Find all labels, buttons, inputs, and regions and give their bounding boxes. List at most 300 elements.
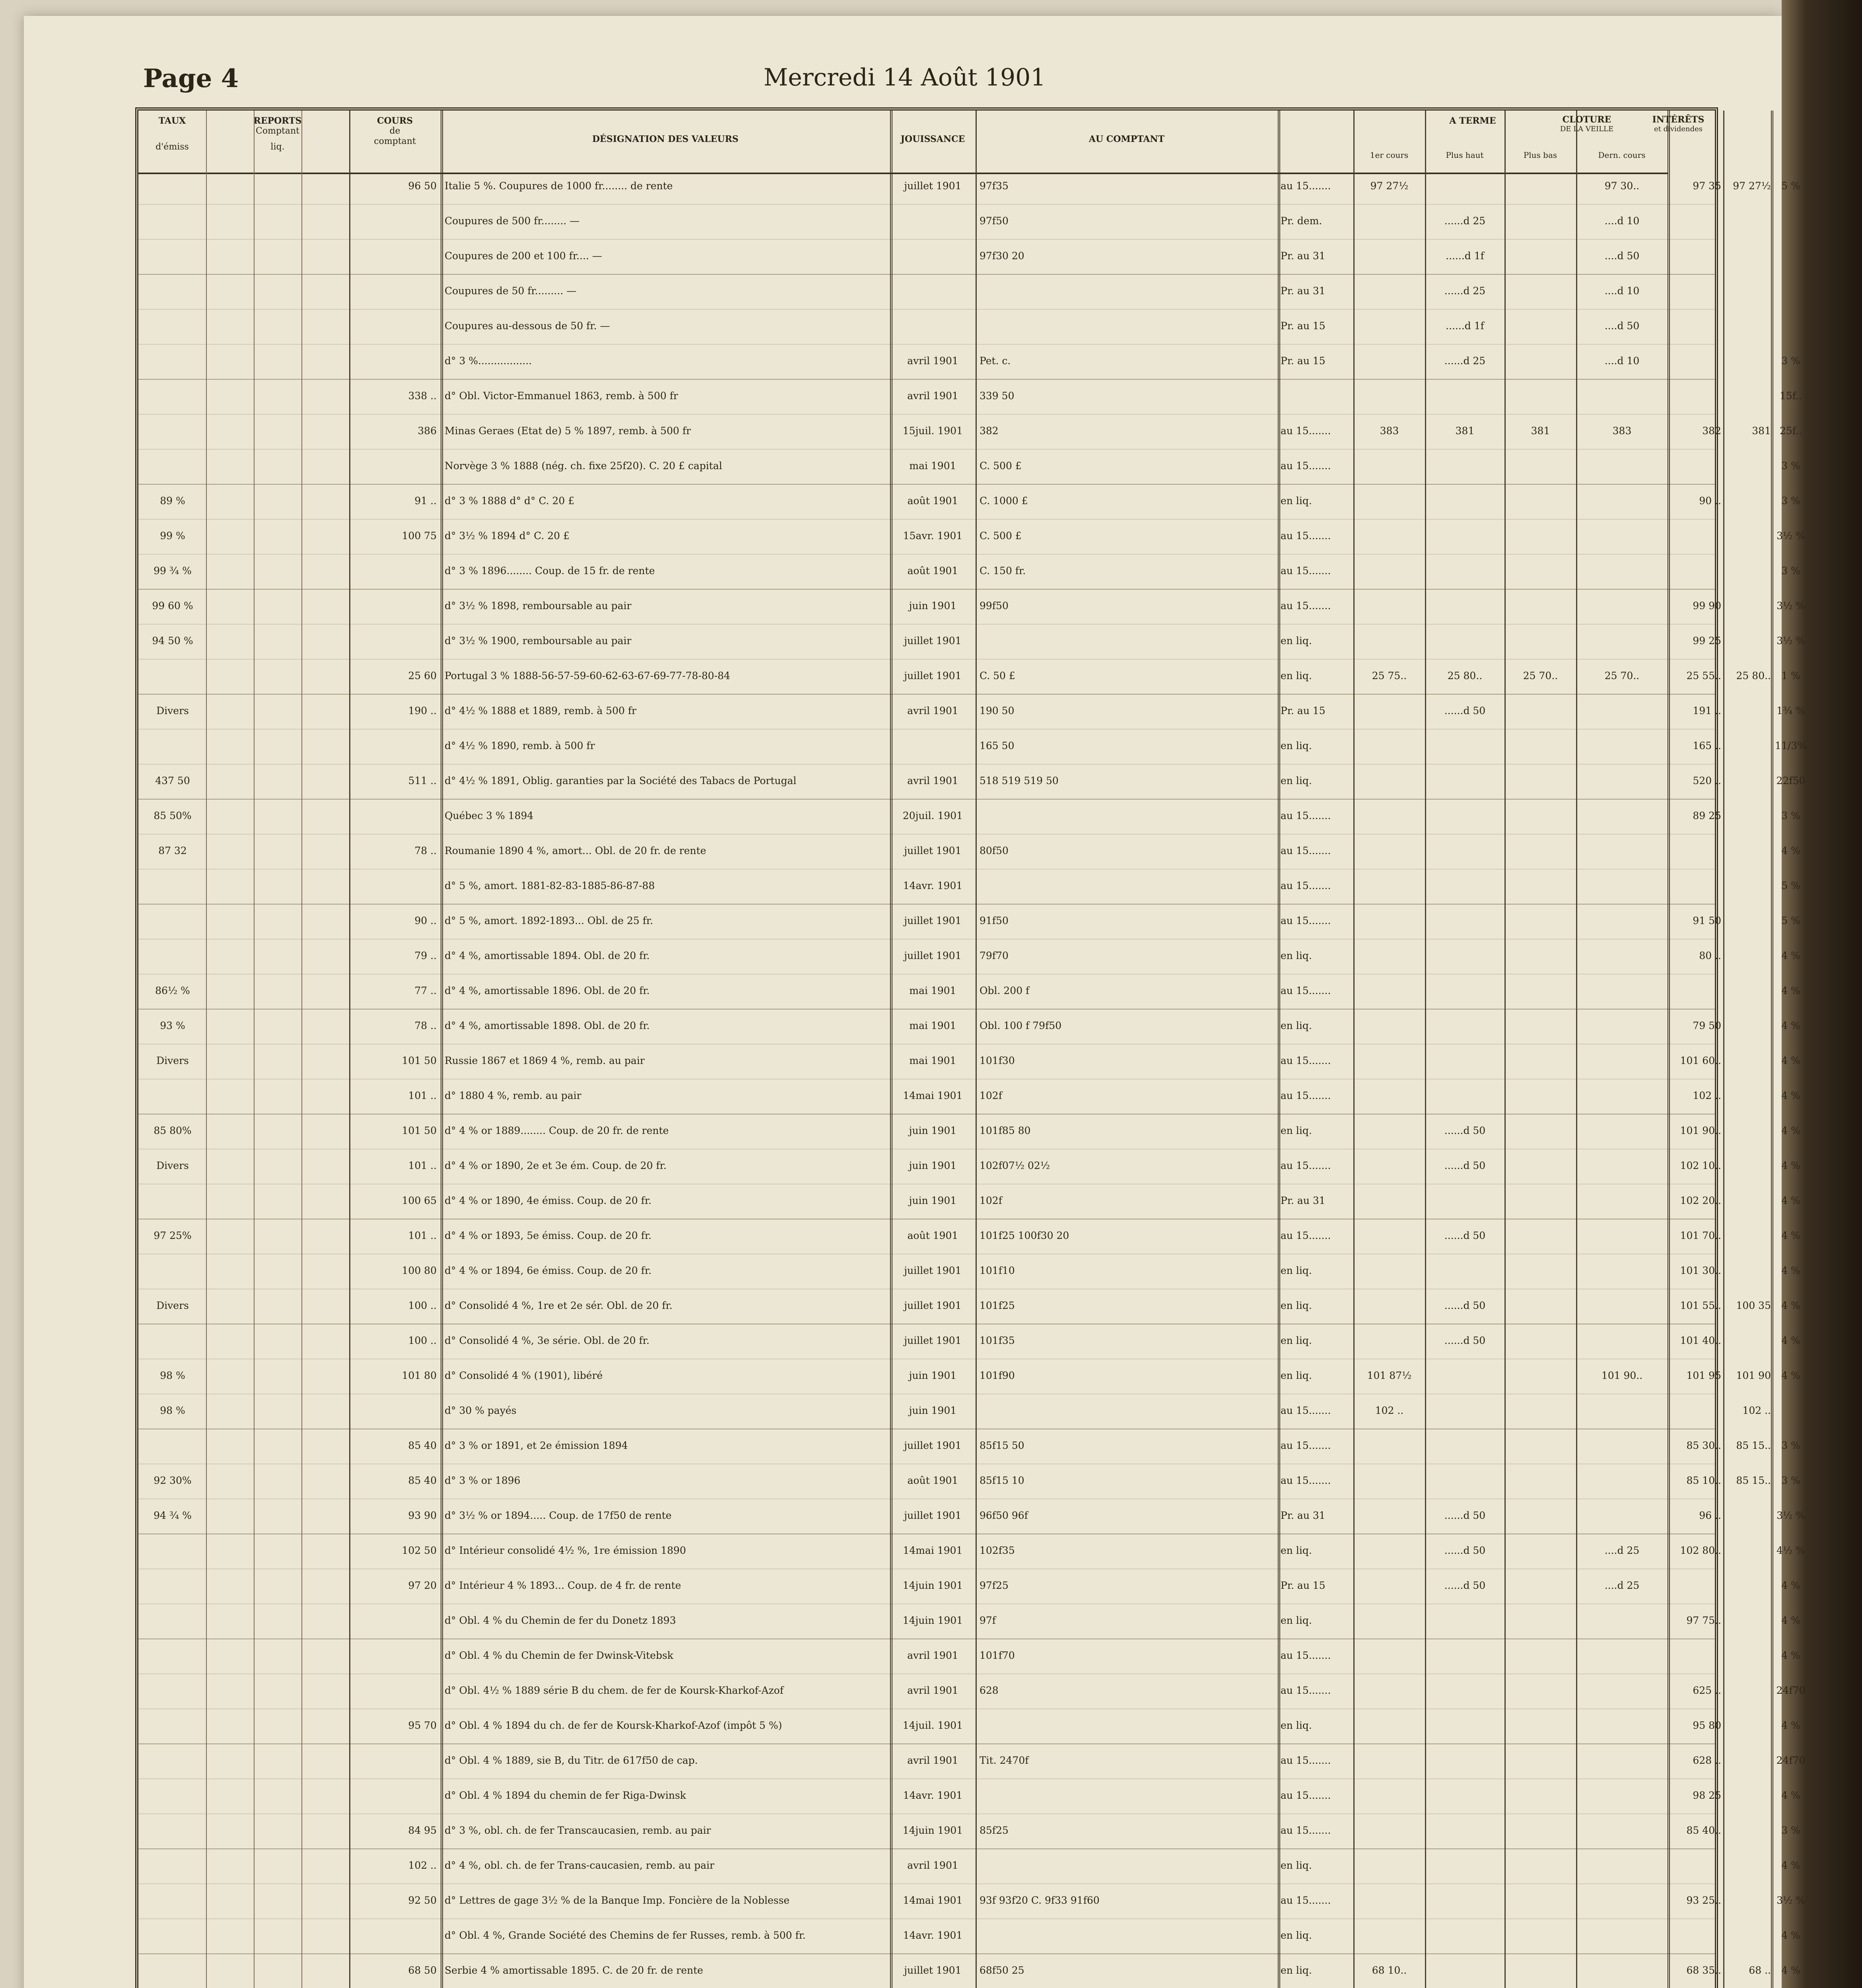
cell-cours: 511 .. (408, 775, 437, 786)
cell-int1: 4 % (1781, 1615, 1800, 1626)
cell-int1: 1 % (1781, 670, 1800, 681)
cell-jouissance: 14avr. 1901 (903, 1930, 963, 1941)
cell-int1: 3 % (1781, 1825, 1800, 1836)
cell-terme-type: en liq. (1281, 1300, 1312, 1311)
cell-cours: 85 40 (408, 1440, 437, 1451)
cell-designation: Italie 5 %. Coupures de 1000 fr........ de rente (445, 180, 673, 192)
cell-comptant: 102f07½ 02½ (980, 1160, 1050, 1171)
cell-jouissance: juin 1901 (909, 1195, 957, 1206)
cell-compt: 102 20.. (1680, 1195, 1721, 1206)
cell-compt: 90 .. (1699, 495, 1721, 507)
cell-cours: 92 50 (408, 1895, 437, 1906)
cell-terme: 25 80.. (1736, 670, 1771, 681)
cell-dernier: 97 30.. (1604, 180, 1640, 192)
row-separator (138, 904, 1715, 905)
cell-int1: 4 % (1781, 1230, 1800, 1241)
cell-designation: Norvège 3 % 1888 (nég. ch. fixe 25f20). C. 20 £ capital (445, 460, 722, 472)
cell-terme-type: au 15....... (1281, 1440, 1331, 1451)
cell-int1: 4 % (1781, 950, 1800, 961)
cell-terme: 85 15.. (1736, 1440, 1771, 1451)
cell-designation: d° 3½ % 1898, remboursable au pair (445, 600, 632, 612)
column-divider (1771, 111, 1773, 1988)
cours-sub2: comptant (374, 136, 416, 146)
col-au-comptant (976, 111, 1278, 174)
cell-designation: d° 4 % or 1890, 2e et 3e ém. Coup. de 20 fr. (445, 1160, 667, 1171)
page-date: Mercredi 14 Août 1901 (764, 64, 1046, 91)
cell-int1: 5 % (1781, 915, 1800, 926)
cell-compt: 628 .. (1693, 1755, 1721, 1766)
cell-designation: d° 4½ % 1888 et 1889, remb. à 500 fr (445, 705, 637, 716)
column-divider (1576, 111, 1577, 1988)
cell-designation: d° 4½ % 1891, Oblig. garanties par la Société des Tabacs de Portugal (445, 775, 797, 786)
cell-compt: 96 .. (1699, 1510, 1721, 1521)
column-divider (1723, 111, 1724, 1988)
cell-jouissance: juin 1901 (909, 1370, 957, 1381)
cell-designation: d° 4 % or 1890, 4e émiss. Coup. de 20 fr. (445, 1195, 652, 1206)
cell-jouissance: avril 1901 (907, 705, 958, 716)
cell-designation: Coupures au-dessous de 50 fr. — (445, 320, 610, 332)
column-divider (1425, 111, 1426, 1988)
cell-jouissance: avril 1901 (907, 1755, 958, 1766)
cell-terme-type: Pr. au 15 (1281, 1580, 1326, 1591)
cell-int1: 3 % (1781, 565, 1800, 577)
cloture-block-header (1535, 115, 1638, 133)
row-separator (138, 1883, 1715, 1884)
cell-comptant: 102f (980, 1090, 1002, 1101)
cell-jouissance: 14mai 1901 (903, 1545, 963, 1556)
cell-comptant: 93f 93f20 C. 9f33 91f60 (980, 1895, 1100, 1906)
cell-dernier: ....d 10 (1604, 215, 1640, 227)
cell-terme-type: au 15....... (1281, 1825, 1331, 1836)
cell-compt: 101 55.. (1680, 1300, 1721, 1311)
cell-compt: 85 30.. (1686, 1440, 1721, 1451)
row-separator (138, 974, 1715, 975)
cell-premier: 97 27½ (1370, 180, 1409, 192)
cell-int1: 3 % (1781, 495, 1800, 507)
cell-jouissance: avril 1901 (907, 775, 958, 786)
cell-jouissance: avril 1901 (907, 355, 958, 367)
cell-cours: 93 90 (408, 1510, 437, 1521)
cell-cours: 100 80 (402, 1265, 437, 1276)
row-separator (138, 1673, 1715, 1674)
cell-compt: 382 (1702, 425, 1721, 437)
cell-comptant: 85f15 50 (980, 1440, 1024, 1451)
cell-jouissance: juillet 1901 (904, 1300, 962, 1311)
cell-comptant: C. 1000 £ (980, 495, 1028, 507)
row-separator (138, 484, 1715, 485)
cell-jouissance: juillet 1901 (904, 1335, 962, 1346)
cell-terme: 102 .. (1742, 1405, 1771, 1416)
cours-header: COURS (377, 116, 413, 126)
cell-terme-type: Pr. au 15 (1281, 705, 1326, 716)
cell-int1: 3½ % (1776, 635, 1805, 646)
cell-cours: 101 .. (408, 1090, 437, 1101)
column-divider (441, 111, 443, 1988)
cell-haut: ......d 25 (1444, 355, 1486, 367)
jouissance-header: JOUISSANCE (900, 134, 965, 144)
cell-int1: 24f70 (1776, 1685, 1806, 1696)
cell-designation: d° Obl. Victor-Emmanuel 1863, remb. à 500 fr (445, 390, 678, 402)
cell-int1: 4 % (1781, 1055, 1800, 1066)
cell-terme-type: Pr. au 31 (1281, 1510, 1326, 1521)
cell-comptant: 97f35 (980, 180, 1009, 192)
cell-jouissance: juin 1901 (909, 1125, 957, 1136)
cell-comptant: 97f (980, 1615, 996, 1626)
cell-terme-type: au 15....... (1281, 425, 1331, 437)
cell-haut: ......d 50 (1444, 1545, 1486, 1556)
cell-int1: 3 % (1781, 355, 1800, 367)
cell-designation: d° 4 %, obl. ch. de fer Trans-caucasien, remb. au pair (445, 1860, 715, 1871)
cell-comptant: Obl. 100 f 79f50 (980, 1020, 1062, 1031)
cell-comptant: 101f25 (980, 1300, 1015, 1311)
cell-premier: 383 (1380, 425, 1399, 437)
cell-int1: 1¾ % (1776, 705, 1805, 716)
row-separator (138, 1848, 1715, 1849)
cell-terme-type: au 15....... (1281, 1230, 1331, 1241)
cell-designation: d° Obl. 4 % du Chemin de fer du Donetz 1893 (445, 1615, 676, 1626)
row-separator (138, 1953, 1715, 1954)
cell-compt: 101 60.. (1680, 1055, 1721, 1066)
cell-haut: ......d 50 (1444, 1125, 1486, 1136)
taux-sub: d'émiss (155, 142, 189, 152)
cell-premier: 25 75.. (1372, 670, 1407, 681)
cell-terme-type: en liq. (1281, 1965, 1312, 1976)
cell-taux: 87 32 (158, 845, 187, 856)
col-designation (441, 111, 890, 174)
cell-cours: 100 65 (402, 1195, 437, 1206)
cell-dernier: 25 70.. (1604, 670, 1640, 681)
cell-comptant: 68f50 25 (980, 1965, 1024, 1976)
row-separator (138, 204, 1715, 205)
cell-int1: 25f.. (1779, 425, 1802, 437)
cell-haut: ......d 25 (1444, 215, 1486, 227)
cell-comptant: 101f25 100f30 20 (980, 1230, 1069, 1241)
row-separator (138, 659, 1715, 660)
cell-jouissance: 14juil. 1901 (902, 1720, 963, 1731)
cell-int1: 3 % (1781, 1440, 1800, 1451)
cell-jouissance: avril 1901 (907, 1860, 958, 1871)
cell-jouissance: juin 1901 (909, 1405, 957, 1416)
cell-haut: ......d 50 (1444, 1510, 1486, 1521)
cell-compt: 93 25.. (1686, 1895, 1721, 1906)
cell-taux: 92 30% (154, 1475, 192, 1486)
cell-terme-type: au 15....... (1281, 460, 1331, 472)
cell-taux: 99 ¾ % (154, 565, 192, 577)
cell-compt: 95 80 (1693, 1720, 1721, 1731)
cell-designation: d° 3½ % or 1894..... Coup. de 17f50 de rente (445, 1510, 672, 1521)
cell-terme: 101 90 (1736, 1370, 1771, 1381)
cell-int1: 4 % (1781, 1195, 1800, 1206)
cell-cours: 96 50 (408, 180, 437, 192)
row-separator (138, 449, 1715, 450)
cell-terme-type: en liq. (1281, 1545, 1312, 1556)
cell-jouissance: juin 1901 (909, 1160, 957, 1171)
row-separator (138, 1743, 1715, 1744)
cell-terme-type: au 15....... (1281, 1895, 1331, 1906)
cell-jouissance: mai 1901 (909, 985, 956, 996)
cell-compt: 520 .. (1693, 775, 1721, 786)
cell-compt: 89 25 (1693, 810, 1721, 821)
cell-terme-type: en liq. (1281, 1335, 1312, 1346)
cell-haut: ......d 25 (1444, 285, 1486, 297)
cell-int1: 4 % (1781, 1125, 1800, 1136)
cell-int1: 3 % (1781, 460, 1800, 472)
cell-designation: d° 3 % or 1896 (445, 1475, 521, 1486)
cell-comptant: 382 (980, 425, 999, 437)
cell-compt: 101 40.. (1680, 1335, 1721, 1346)
cell-comptant: 165 50 (980, 740, 1015, 751)
cell-int1: 4 % (1781, 1790, 1800, 1801)
cell-cours: 386 (418, 425, 437, 437)
cell-jouissance: 14mai 1901 (903, 1090, 963, 1101)
cell-haut: ......d 1f (1446, 320, 1484, 332)
cell-terme-type: en liq. (1281, 495, 1312, 507)
cell-cours: 101 .. (408, 1230, 437, 1241)
taux-header: TAUX (158, 116, 186, 126)
row-separator (138, 309, 1715, 310)
cell-int1: 4 % (1781, 1335, 1800, 1346)
cell-jouissance: juillet 1901 (904, 1440, 962, 1451)
cell-cours: 102 50 (402, 1545, 437, 1556)
cell-jouissance: 14juin 1901 (902, 1825, 963, 1836)
cell-designation: d° 3 % or 1891, et 2e émission 1894 (445, 1440, 628, 1451)
cell-cours: 101 50 (402, 1125, 437, 1136)
col-jouissance (890, 111, 976, 174)
cell-comptant: 97f25 (980, 1580, 1009, 1591)
cell-designation: d° 4 %, amortissable 1894. Obl. de 20 fr. (445, 950, 650, 961)
cell-comptant: 101f30 (980, 1055, 1015, 1066)
cell-designation: d° 4½ % 1890, remb. à 500 fr (445, 740, 595, 751)
row-separator (138, 799, 1715, 800)
cell-comptant: Obl. 200 f (980, 985, 1030, 996)
cell-taux: Divers (156, 1300, 189, 1311)
cell-int1: 4 % (1781, 1580, 1800, 1591)
cell-comptant: 518 519 519 50 (980, 775, 1059, 786)
cell-compt: 102 80.. (1680, 1545, 1721, 1556)
cell-int1: 4 % (1781, 985, 1800, 996)
cell-compt: 91 50 (1693, 915, 1721, 926)
cell-designation: d° 1880 4 %, remb. au pair (445, 1090, 581, 1101)
cell-terme-type: au 15....... (1281, 1685, 1331, 1696)
cell-taux: 98 % (160, 1405, 185, 1416)
cell-jouissance: août 1901 (907, 565, 958, 577)
cell-designation: d° 4 % or 1894, 6e émiss. Coup. de 20 fr. (445, 1265, 652, 1276)
cell-taux: 97 25% (154, 1230, 192, 1241)
cell-haut: ......d 50 (1444, 1335, 1486, 1346)
cell-cours: 101 50 (402, 1055, 437, 1066)
cell-compt: 98 25 (1693, 1790, 1721, 1801)
a-terme-header: A TERME (1449, 116, 1496, 126)
row-separator (138, 554, 1715, 555)
cell-int1: 4 % (1781, 1860, 1800, 1871)
cell-haut: ......d 50 (1444, 1230, 1486, 1241)
cell-taux: 94 ¾ % (154, 1510, 192, 1521)
cell-terme: 68 .. (1749, 1965, 1771, 1976)
cell-cours: 100 .. (408, 1335, 437, 1346)
cell-terme: 100 35 (1736, 1300, 1771, 1311)
cell-int1: 4½ % (1776, 1545, 1805, 1556)
cell-jouissance: août 1901 (907, 1475, 958, 1486)
col-reports (206, 111, 349, 174)
cell-jouissance: 15juil. 1901 (902, 425, 963, 437)
cell-cours: 100 75 (402, 530, 437, 542)
cell-designation: Coupures de 200 et 100 fr.... — (445, 250, 602, 262)
cell-cours: 68 50 (408, 1965, 437, 1976)
cell-designation: d° 30 % payés (445, 1405, 517, 1416)
cell-comptant: 101f10 (980, 1265, 1015, 1276)
row-separator (138, 1813, 1715, 1814)
cell-designation: d° 3 % 1888 d° d° C. 20 £ (445, 495, 575, 507)
cell-cours: 79 .. (414, 950, 437, 961)
cell-dernier: ....d 10 (1604, 285, 1640, 297)
cell-designation: d° 3½ % 1894 d° C. 20 £ (445, 530, 570, 542)
cell-designation: d° 5 %, amort. 1892-1893... Obl. de 25 fr. (445, 915, 653, 926)
cell-dernier: 383 (1612, 425, 1632, 437)
column-divider (976, 111, 977, 1988)
interets-block-header (1638, 115, 1718, 133)
cell-int1: 3½ % (1776, 1895, 1805, 1906)
cell-jouissance: mai 1901 (909, 1020, 956, 1031)
cell-taux: Divers (156, 705, 189, 716)
cell-int1: 15f.. (1779, 390, 1802, 402)
cell-int1: 4 % (1781, 1930, 1800, 1941)
cell-cours: 97 20 (408, 1580, 437, 1591)
page-header (143, 60, 1718, 107)
cell-int1: 4 % (1781, 1160, 1800, 1171)
cell-comptant: 102f (980, 1195, 1002, 1206)
cell-designation: d° Intérieur consolidé 4½ %, 1re émission 1890 (445, 1545, 686, 1556)
cell-comptant: 97f50 (980, 215, 1009, 227)
cell-jouissance: juillet 1901 (904, 180, 962, 192)
cell-cours: 77 .. (414, 985, 437, 996)
cell-designation: d° 4 %, amortissable 1896. Obl. de 20 fr. (445, 985, 650, 996)
cell-designation: d° Obl. 4 % 1894 du ch. de fer de Koursk-Kharkof-Azof (impôt 5 %) (445, 1720, 782, 1731)
cell-comptant: 80f50 (980, 845, 1009, 856)
cell-terme-type: au 15....... (1281, 915, 1331, 926)
row-separator (138, 729, 1715, 730)
cell-int1: 4 % (1781, 1300, 1800, 1311)
cell-terme-type: au 15....... (1281, 810, 1331, 821)
cell-comptant: 85f25 (980, 1825, 1009, 1836)
cell-designation: Coupures de 50 fr......... — (445, 285, 577, 297)
row-separator (138, 1708, 1715, 1709)
cell-jouissance: 14juin 1901 (902, 1580, 963, 1591)
cell-dernier: ....d 25 (1604, 1580, 1640, 1591)
cell-comptant: 101f90 (980, 1370, 1015, 1381)
cell-designation: d° Obl. 4 % 1889, sie B, du Titr. de 617f50 de cap. (445, 1755, 698, 1766)
cell-int1: 3 % (1781, 810, 1800, 821)
cell-taux: Divers (156, 1160, 189, 1171)
cell-cours: 338 .. (408, 390, 437, 402)
cell-comptant: 339 50 (980, 390, 1015, 402)
cell-terme-type: en liq. (1281, 1615, 1312, 1626)
cell-haut: ......d 50 (1444, 1300, 1486, 1311)
row-separator (138, 344, 1715, 345)
cell-comptant: 96f50 96f (980, 1510, 1028, 1521)
cell-dernier: ....d 50 (1604, 250, 1640, 262)
cell-cours: 101 .. (408, 1160, 437, 1171)
cell-int1: 3½ % (1776, 1510, 1805, 1521)
cell-int1: 4 % (1781, 845, 1800, 856)
premier-cours-header: 1er cours (1370, 150, 1409, 160)
cell-int1: 3½ % (1776, 530, 1805, 542)
cell-comptant: 101f70 (980, 1650, 1015, 1661)
column-divider (206, 111, 207, 1988)
cell-cours: 78 .. (414, 1020, 437, 1031)
cell-jouissance: avril 1901 (907, 1650, 958, 1661)
cell-int1: 24f70 (1776, 1755, 1806, 1766)
plus-haut-header: Plus haut (1446, 150, 1484, 160)
column-divider (1353, 111, 1355, 1988)
cell-jouissance: juillet 1901 (904, 670, 962, 681)
cell-designation: d° 3 % 1896........ Coup. de 15 fr. de rente (445, 565, 655, 577)
cell-taux: 94 50 % (152, 635, 193, 646)
cell-jouissance: mai 1901 (909, 1055, 956, 1066)
cell-terme-type: en liq. (1281, 740, 1312, 751)
cell-cours: 85 40 (408, 1475, 437, 1486)
cell-designation: d° 4 % or 1889........ Coup. de 20 fr. de rente (445, 1125, 669, 1136)
cell-comptant: C. 500 £ (980, 460, 1022, 472)
row-separator (138, 624, 1715, 625)
cell-premier: 101 87½ (1367, 1370, 1412, 1381)
cell-cours: 102 .. (408, 1860, 437, 1871)
cell-designation: Québec 3 % 1894 (445, 810, 534, 821)
cell-cours: 90 .. (414, 915, 437, 926)
interets-title: INTÉRÊTS (1652, 115, 1705, 125)
cell-designation: Russie 1867 et 1869 4 %, remb. au pair (445, 1055, 645, 1066)
cell-dernier: 101 90.. (1601, 1370, 1643, 1381)
cell-taux: 93 % (160, 1020, 185, 1031)
cell-terme-type: Pr. au 31 (1281, 1195, 1326, 1206)
cell-designation: Minas Geraes (Etat de) 5 % 1897, remb. à 500 fr (445, 425, 691, 437)
cell-taux: 99 % (160, 530, 185, 542)
cell-jouissance: 20juil. 1901 (902, 810, 963, 821)
cell-terme-type: en liq. (1281, 1125, 1312, 1136)
col-cours (349, 111, 441, 174)
cell-terme-type: Pr. au 15 (1281, 355, 1326, 367)
cell-jouissance: juillet 1901 (904, 635, 962, 646)
cell-int1: 11/3% (1775, 740, 1807, 751)
cell-compt: 25 55.. (1686, 670, 1721, 681)
cell-cours: 25 60 (408, 670, 437, 681)
cell-comptant: Pet. c. (980, 355, 1011, 367)
cell-int1: 4 % (1781, 1965, 1800, 1976)
column-divider (1504, 111, 1506, 1988)
cell-terme-type: au 15....... (1281, 1055, 1331, 1066)
comptant-sub: Comptant (256, 126, 299, 136)
cell-jouissance: mai 1901 (909, 460, 956, 472)
cell-terme-type: en liq. (1281, 1020, 1312, 1031)
cell-cours: 95 70 (408, 1720, 437, 1731)
row-separator (138, 1009, 1715, 1010)
plus-bas-header: Plus bas (1523, 150, 1557, 160)
cell-terme: 381 (1752, 425, 1771, 437)
cell-dernier: ....d 25 (1604, 1545, 1640, 1556)
cell-designation: d° Obl. 4 % 1894 du chemin de fer Riga-Dwinsk (445, 1790, 686, 1801)
row-separator (138, 1918, 1715, 1919)
cell-terme-type: au 15....... (1281, 565, 1331, 577)
row-separator (138, 239, 1715, 240)
cell-cours: 84 95 (408, 1825, 437, 1836)
comptant-liq: liq. (270, 142, 285, 152)
cell-designation: d° 3 %................. (445, 355, 532, 367)
cell-comptant: C. 500 £ (980, 530, 1022, 542)
cell-compt: 101 90.. (1680, 1125, 1721, 1136)
row-separator (138, 379, 1715, 380)
cell-compt: 99 25 (1693, 635, 1721, 646)
cell-compt: 79 50 (1693, 1020, 1721, 1031)
cell-terme-type: au 15....... (1281, 1160, 1331, 1171)
